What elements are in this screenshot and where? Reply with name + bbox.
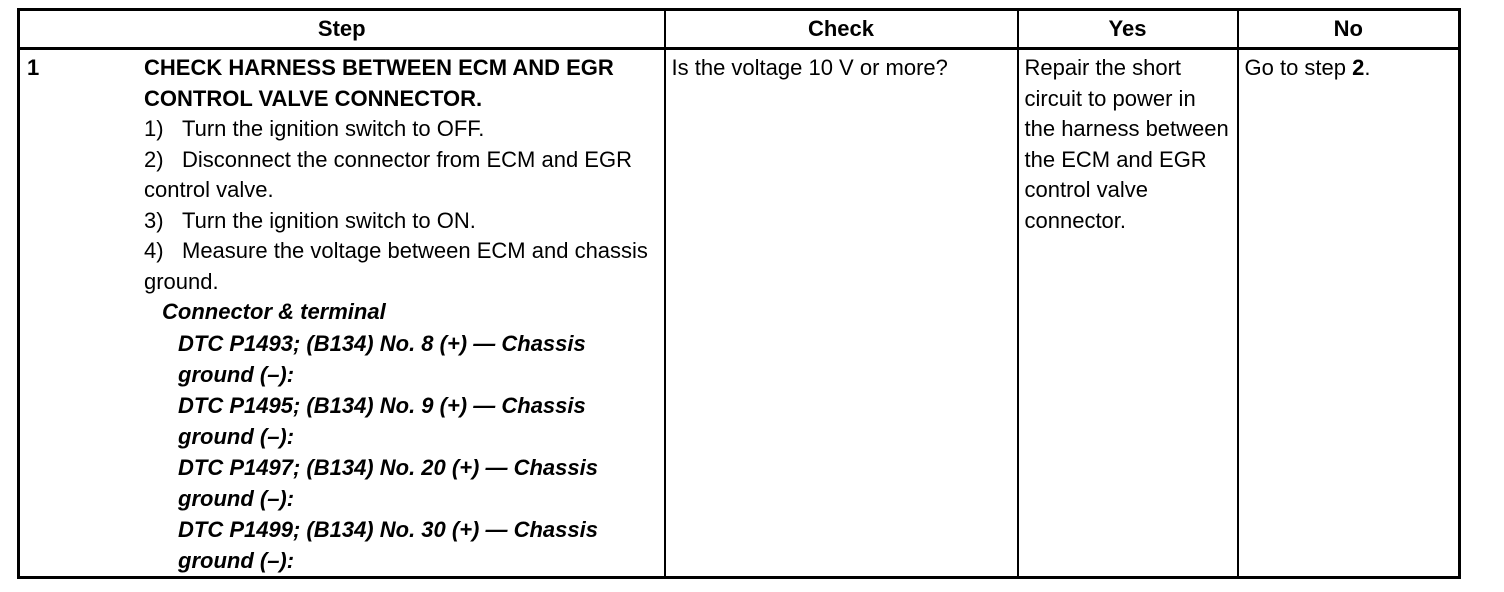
instruction-1 xyxy=(144,114,658,145)
check-cell xyxy=(665,49,1018,578)
instruction-text: Disconnect the connector from ECM and EGR control valve. xyxy=(144,146,632,202)
instruction-number: 4) xyxy=(144,238,164,263)
header-check: Check xyxy=(665,10,1018,49)
no-step-link[interactable]: 2 xyxy=(1352,55,1365,80)
yes-text: Repair the short circuit to power in the harness between the ECM and EGR control valve connector. xyxy=(1024,55,1229,233)
step-body xyxy=(144,50,664,576)
header-row xyxy=(19,10,1460,49)
step-cell xyxy=(19,49,665,578)
instruction-2 xyxy=(144,145,658,206)
yes-cell xyxy=(1018,49,1238,578)
no-suffix: . xyxy=(1364,55,1371,80)
diagnostic-document xyxy=(17,8,1461,579)
step-title: CHECK HARNESS BETWEEN ECM AND EGR CONTROL VALVE CONNECTOR. xyxy=(144,55,614,111)
dtc-line: DTC P1497; (B134) No. 20 (+) — Chassis ground (–): xyxy=(178,454,598,511)
dtc-line: DTC P1495; (B134) No. 9 (+) — Chassis ground (–): xyxy=(178,392,586,449)
table-row xyxy=(19,49,1460,578)
step-number: 1 xyxy=(27,55,40,80)
header-yes: Yes xyxy=(1018,10,1238,49)
dtc-line: DTC P1493; (B134) No. 8 (+) — Chassis ground (–): xyxy=(178,330,586,387)
instruction-number: 1) xyxy=(144,116,164,141)
instruction-4 xyxy=(144,236,658,297)
instruction-3 xyxy=(144,206,658,237)
header-no: No xyxy=(1238,10,1460,49)
no-text xyxy=(1239,50,1459,84)
instruction-text: Measure the voltage between ECM and chassis ground. xyxy=(144,238,648,294)
dtc-line: DTC P1499; (B134) No. 30 (+) — Chassis ground (–): xyxy=(178,516,598,573)
diagnostic-table xyxy=(17,8,1461,579)
instruction-text: Turn the ignition switch to OFF. xyxy=(182,116,485,141)
instruction-number: 2) xyxy=(144,146,164,172)
header-step: Step xyxy=(19,10,665,49)
instruction-text: Turn the ignition switch to ON. xyxy=(182,207,476,233)
check-text: Is the voltage 10 V or more? xyxy=(671,55,948,80)
instruction-number: 3) xyxy=(144,207,164,233)
no-prefix: Go to step xyxy=(1244,55,1353,80)
no-cell xyxy=(1238,49,1460,578)
connector-heading: Connector & terminal xyxy=(162,299,386,324)
